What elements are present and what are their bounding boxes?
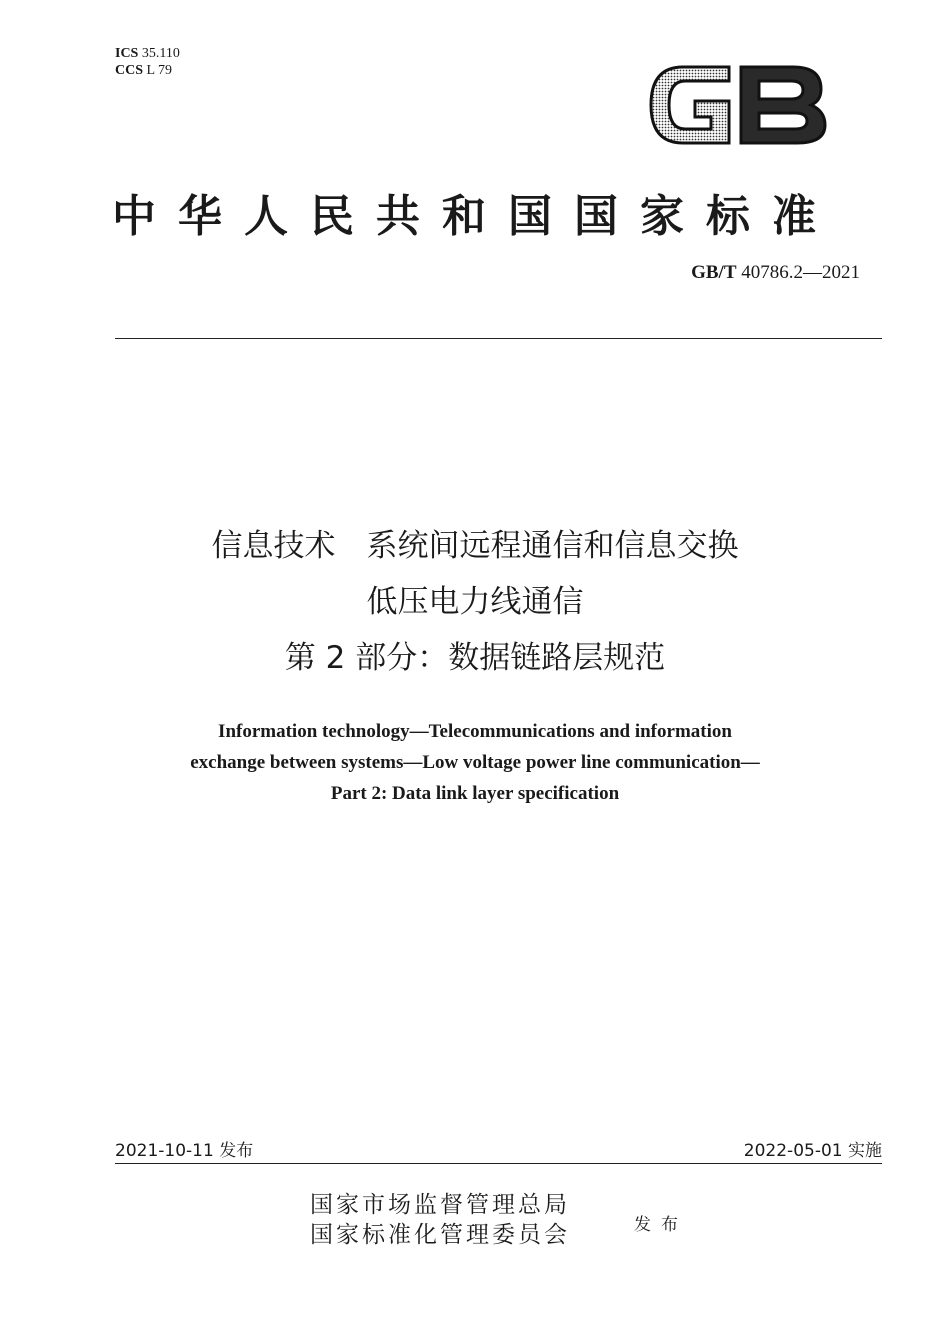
gb-logo: [643, 57, 831, 153]
ics-label: ICS: [115, 46, 139, 61]
bottom-divider: [115, 1163, 882, 1164]
publish-label: 发布: [634, 1215, 688, 1235]
english-title: [0, 716, 950, 809]
top-divider: [115, 338, 882, 339]
issuing-authorities: [310, 1190, 570, 1250]
national-standard-title: 中华人民共和国国家标准: [112, 191, 838, 242]
ccs-label: CCS: [115, 63, 144, 78]
chinese-title-line1: 信息技术 系统间远程通信和信息交换: [211, 528, 739, 564]
chinese-title: [0, 518, 950, 686]
svg-text:GB: GB: [736, 117, 738, 118]
english-title-line1: Information technology—Telecommunications and information: [218, 721, 732, 742]
chinese-title-line2: 低压电力线通信: [366, 584, 584, 620]
standard-code: 40786.2—2021: [741, 262, 860, 283]
standard-number: [691, 262, 860, 284]
issuer-samr: 国家市场监督管理总局: [310, 1192, 570, 1218]
standard-prefix: GB/T: [691, 262, 737, 283]
chinese-title-line3: 第 2 部分：数据链路层规范: [284, 640, 666, 676]
english-title-line2: exchange between systems—Low voltage power line communication—: [190, 752, 760, 773]
ics-value: 35.110: [141, 46, 180, 61]
ccs-value: L 79: [146, 63, 173, 78]
ccs-code: [115, 62, 180, 79]
classification-codes: [115, 45, 180, 79]
english-title-line3: Part 2: Data link layer specification: [330, 783, 620, 804]
issuer-sac: 国家标准化管理委员会: [310, 1222, 570, 1248]
implementation-date: 2022-05-01 实施: [743, 1141, 882, 1161]
issue-date: 2021-10-11 发布: [115, 1141, 254, 1161]
ics-code: [115, 45, 180, 62]
